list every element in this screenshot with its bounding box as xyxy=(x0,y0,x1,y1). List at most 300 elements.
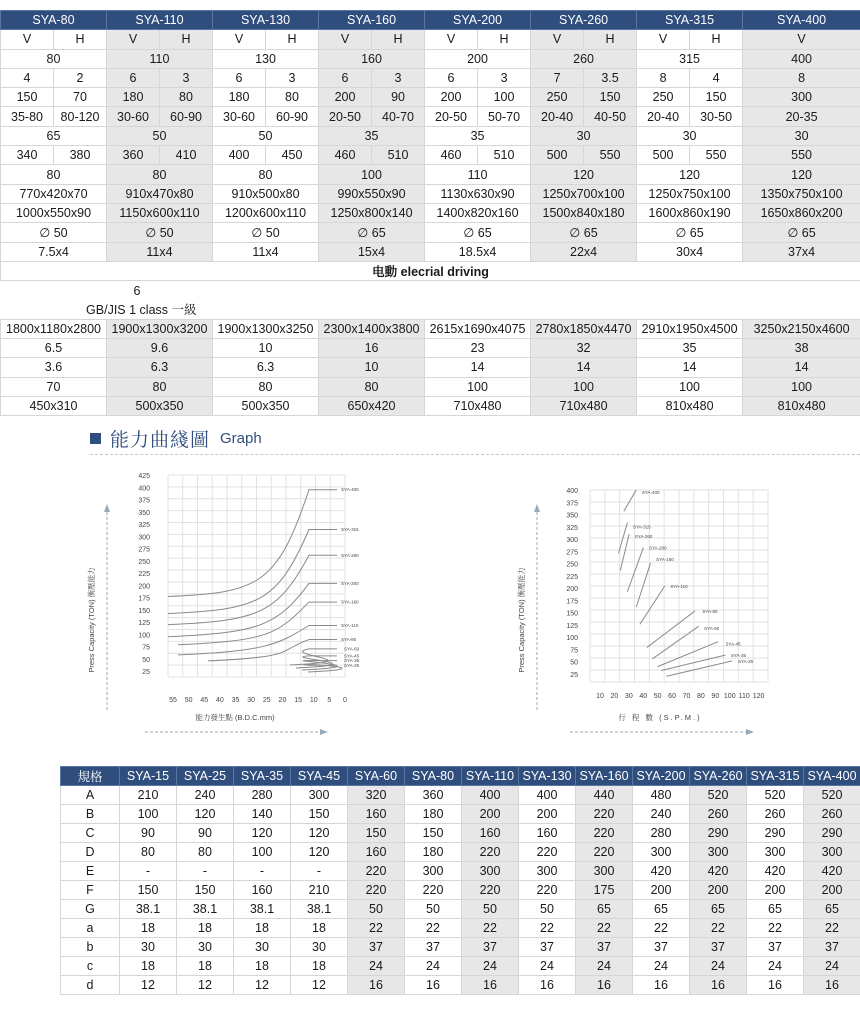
dim-cell: 150 xyxy=(348,824,405,843)
spec-cell: 100 xyxy=(637,377,743,396)
dim-cell: 220 xyxy=(462,843,519,862)
spec-cell: 8 xyxy=(637,68,690,87)
dim-key-cell: B xyxy=(61,805,120,824)
dim-cell: 37 xyxy=(405,938,462,957)
y-tick-label: 350 xyxy=(566,512,578,520)
capacity-curve xyxy=(303,664,342,672)
spec-row-spm xyxy=(1,107,860,126)
dim-cell: 37 xyxy=(747,938,804,957)
spec-row-vh xyxy=(1,30,860,49)
spec-cell: 65 xyxy=(1,126,107,145)
spec-cell: 90 xyxy=(372,88,425,107)
series-label: SYA-400 xyxy=(641,489,660,495)
y-tick-label: 25 xyxy=(142,669,150,676)
spec-cell: 80 xyxy=(266,88,319,107)
spec-cell: 80 xyxy=(319,377,425,396)
spec-cell: 23 xyxy=(425,339,531,358)
dim-cell: 65 xyxy=(747,900,804,919)
spec-cell: 30-50 xyxy=(690,107,743,126)
spec-cell: 2 xyxy=(54,68,107,87)
x-tick-label: 35 xyxy=(231,697,240,704)
dim-cell: 50 xyxy=(462,900,519,919)
dim-cell: 300 xyxy=(804,843,860,862)
dim-cell: 18 xyxy=(291,957,348,976)
y-tick-label: 325 xyxy=(566,524,578,532)
x-tick-label: 10 xyxy=(309,697,318,704)
dim-cell: 220 xyxy=(519,881,576,900)
dim-cell: 150 xyxy=(177,881,234,900)
capacity-vs-bdc-chart xyxy=(80,470,390,740)
y-tick-label: 250 xyxy=(138,558,150,566)
y-tick-label: 50 xyxy=(570,659,578,667)
y-tick-label: 325 xyxy=(138,522,150,529)
spec-cell: 40-50 xyxy=(584,107,637,126)
y-tick-label: 275 xyxy=(138,546,150,554)
dim-cell: 200 xyxy=(519,805,576,824)
right-graph-y-label: Press Capacity (TON) 衝壓能力 xyxy=(517,567,526,673)
spec-cell: 40-70 xyxy=(372,107,425,126)
spec-cell: H xyxy=(372,30,425,49)
y-tick-label: 300 xyxy=(566,537,578,545)
spec-cell: 150 xyxy=(584,88,637,107)
y-tick-label: 350 xyxy=(138,509,150,517)
spec-row-die-height xyxy=(1,146,860,165)
dim-cell: 160 xyxy=(234,881,291,900)
model-header: SYA-400 xyxy=(804,767,860,786)
spec-cell: 1150x600x110 xyxy=(107,203,213,222)
spec-cell: 160 xyxy=(319,49,425,68)
table-row xyxy=(61,919,860,938)
spec-cell: 80 xyxy=(213,165,319,184)
dimension-table xyxy=(60,766,860,995)
dim-cell: 220 xyxy=(576,824,633,843)
graph-title-en: Graph xyxy=(220,430,262,447)
dimension-table-body xyxy=(61,786,860,995)
spec-cell: 380 xyxy=(54,146,107,165)
spec-cell: 100 xyxy=(478,88,531,107)
dim-cell: 300 xyxy=(405,862,462,881)
dim-cell: 200 xyxy=(690,881,747,900)
dim-cell: 220 xyxy=(576,805,633,824)
y-tick-label: 150 xyxy=(566,610,578,618)
x-tick-label: 20 xyxy=(278,697,287,704)
dim-cell: 210 xyxy=(120,786,177,805)
spec-cell: 30x4 xyxy=(637,242,743,261)
table-row xyxy=(61,843,860,862)
x-tick-label: 15 xyxy=(294,697,302,704)
dim-cell: 30 xyxy=(177,938,234,957)
series-label: SYA-80 xyxy=(341,637,357,643)
spec-cell: H xyxy=(690,30,743,49)
dim-cell: 65 xyxy=(804,900,860,919)
dim-cell: 22 xyxy=(519,919,576,938)
dim-cell: 16 xyxy=(348,976,405,995)
y-tick-label: 425 xyxy=(138,473,150,480)
series-label: SYA-25 xyxy=(344,662,360,668)
dim-cell: 12 xyxy=(234,976,291,995)
y-tick-label: 100 xyxy=(566,635,578,643)
dim-key-cell: G xyxy=(61,900,120,919)
spec-cell: ∅ 65 xyxy=(319,223,425,242)
dim-cell: 50 xyxy=(519,900,576,919)
dim-key-cell: a xyxy=(61,919,120,938)
x-tick-label: 120 xyxy=(752,693,765,700)
dim-cell: 280 xyxy=(234,786,291,805)
dim-cell: 400 xyxy=(462,786,519,805)
dim-cell: 37 xyxy=(690,938,747,957)
spec-row-weight-a xyxy=(1,339,860,358)
spec-cell: 110 xyxy=(107,49,213,68)
spec-cell: H xyxy=(54,30,107,49)
y-tick-label: 175 xyxy=(138,595,150,603)
spec-cell: 11x4 xyxy=(107,242,213,261)
dim-cell: 12 xyxy=(291,976,348,995)
dim-cell: 37 xyxy=(633,938,690,957)
spec-cell: 9.6 xyxy=(107,339,213,358)
capacity-vs-spm-chart xyxy=(510,470,810,740)
spec-cell: 460 xyxy=(425,146,478,165)
dim-cell: 22 xyxy=(690,919,747,938)
dim-cell: - xyxy=(234,862,291,881)
x-tick-label: 45 xyxy=(200,697,209,704)
spec-cell: 100 xyxy=(743,377,860,396)
spec-cell: 650x420 xyxy=(319,396,425,415)
spec-cell: 80 xyxy=(1,49,107,68)
y-tick-label: 125 xyxy=(138,620,150,627)
x-tick-label: 110 xyxy=(738,693,750,700)
x-tick-label: 70 xyxy=(682,693,691,700)
spec-cell: V xyxy=(213,30,266,49)
spec-cell: 4 xyxy=(690,68,743,87)
spec-row-die-cushion xyxy=(1,377,860,396)
right-graph-x-label: 行 程 數 (S.P.M.) xyxy=(618,713,702,722)
dim-cell: 16 xyxy=(690,976,747,995)
spec-cell: 70 xyxy=(1,377,107,396)
spec-cell: V xyxy=(319,30,372,49)
spec-cell: V xyxy=(425,30,478,49)
dim-cell: 18 xyxy=(177,919,234,938)
capacity-curve xyxy=(168,530,337,614)
spec-cell: 130 xyxy=(213,49,319,68)
spec-cell: 120 xyxy=(531,165,637,184)
spec-cell: 37x4 xyxy=(743,242,860,261)
dim-cell: 160 xyxy=(348,843,405,862)
spec-cell: 500 xyxy=(531,146,584,165)
model-header: SYA-110 xyxy=(107,11,213,30)
spec-cell: 400 xyxy=(213,146,266,165)
table-row xyxy=(61,805,860,824)
dim-cell: 18 xyxy=(120,919,177,938)
y-tick-label: 300 xyxy=(138,534,150,542)
dim-cell: 420 xyxy=(804,862,860,881)
spec-cell: 550 xyxy=(743,146,860,165)
dim-cell: 120 xyxy=(291,843,348,862)
spec-cell: 60-90 xyxy=(266,107,319,126)
spec-cell: 3.6 xyxy=(1,358,107,377)
spec-cell: 6.5 xyxy=(1,339,107,358)
x-tick-label: 20 xyxy=(610,693,619,700)
spec-cell: 1400x820x160 xyxy=(425,203,531,222)
spec-cell: 30-60 xyxy=(107,107,160,126)
spec-cell: H xyxy=(584,30,637,49)
spec-row-capacity xyxy=(1,49,860,68)
spec-cell: ∅ 65 xyxy=(637,223,743,242)
dim-cell: 30 xyxy=(120,938,177,957)
dim-cell: 520 xyxy=(747,786,804,805)
spec-cell: 50 xyxy=(213,126,319,145)
table-row xyxy=(61,786,860,805)
y-tick-label: 225 xyxy=(566,573,578,581)
dim-cell: 420 xyxy=(633,862,690,881)
spec-cell: 550 xyxy=(584,146,637,165)
spec-row-dimensions xyxy=(1,319,860,338)
spec-cell: 6.3 xyxy=(107,358,213,377)
spec-cell: 500x350 xyxy=(213,396,319,415)
spec-cell: H xyxy=(160,30,213,49)
table-row xyxy=(61,900,860,919)
spec-cell: 1000x550x90 xyxy=(1,203,107,222)
series-label: SYA-400 xyxy=(341,487,359,493)
dim-cell: 16 xyxy=(633,976,690,995)
y-tick-label: 275 xyxy=(566,549,578,557)
dim-cell: 37 xyxy=(348,938,405,957)
y-tick-label: 200 xyxy=(138,583,150,591)
dim-cell: 120 xyxy=(234,824,291,843)
spm-line xyxy=(620,534,629,570)
spec-cell: 30 xyxy=(531,126,637,145)
spec-cell: 1350x750x100 xyxy=(743,184,860,203)
model-header: SYA-110 xyxy=(462,767,519,786)
dim-cell: 90 xyxy=(177,824,234,843)
dim-cell: 200 xyxy=(804,881,860,900)
spec-row-weight-b xyxy=(1,358,860,377)
x-tick-label: 100 xyxy=(723,693,736,700)
dim-cell: 260 xyxy=(747,805,804,824)
spec-cell: 150 xyxy=(1,88,54,107)
dim-cell: 24 xyxy=(348,957,405,976)
spec-row-pressure xyxy=(1,281,860,300)
spec-row-rating-point xyxy=(1,68,860,87)
model-header: SYA-130 xyxy=(213,11,319,30)
dim-cell: 400 xyxy=(519,786,576,805)
series-label: SYA-200 xyxy=(341,580,359,586)
dim-cell: 220 xyxy=(405,881,462,900)
spec-cell: 6 xyxy=(319,68,372,87)
dim-cell: 150 xyxy=(405,824,462,843)
spec-cell: 3 xyxy=(160,68,213,87)
table-row xyxy=(61,824,860,843)
dim-cell: 100 xyxy=(120,805,177,824)
spec-cell: 990x550x90 xyxy=(319,184,425,203)
dim-cell: 22 xyxy=(348,919,405,938)
spec-cell: 80 xyxy=(1,165,107,184)
spec-cell: 1900x1300x3250 xyxy=(213,319,319,338)
dim-cell: 220 xyxy=(462,881,519,900)
dim-cell: 12 xyxy=(177,976,234,995)
spm-line xyxy=(661,655,725,670)
spec-cell: 14 xyxy=(531,358,637,377)
y-tick-label: 50 xyxy=(142,656,150,664)
dim-cell: 220 xyxy=(348,881,405,900)
dim-cell: 150 xyxy=(291,805,348,824)
spec-cell: 50 xyxy=(107,126,213,145)
x-tick-label: 5 xyxy=(327,697,332,704)
table-row xyxy=(61,957,860,976)
empty-cell xyxy=(213,281,860,300)
y-tick-label: 100 xyxy=(138,632,150,640)
arrow-up-icon xyxy=(534,504,540,512)
spec-cell: 32 xyxy=(531,339,637,358)
spec-cell: 770x420x70 xyxy=(1,184,107,203)
spec-cell: 100 xyxy=(319,165,425,184)
spec-cell: 200 xyxy=(319,88,372,107)
arrow-up-icon xyxy=(104,504,110,512)
y-tick-label: 75 xyxy=(570,647,578,655)
series-label: SYA-315 xyxy=(341,527,359,533)
spec-cell: 1600x860x190 xyxy=(637,203,743,222)
spec-cell: 30-60 xyxy=(213,107,266,126)
dim-cell: 16 xyxy=(519,976,576,995)
spec-cell: 3 xyxy=(266,68,319,87)
dim-cell: 22 xyxy=(747,919,804,938)
arrow-right-icon xyxy=(320,729,328,735)
dim-cell: 18 xyxy=(234,919,291,938)
y-tick-label: 250 xyxy=(566,561,578,569)
spec-cell: 1250x700x100 xyxy=(531,184,637,203)
spec-cell: ∅ 50 xyxy=(1,223,107,242)
dim-cell: 24 xyxy=(633,957,690,976)
dim-cell: 65 xyxy=(576,900,633,919)
dim-cell: 24 xyxy=(519,957,576,976)
left-graph-x-label: 能力發生點 (B.D.C.mm) xyxy=(195,713,275,722)
dimension-table-header xyxy=(61,767,860,786)
spec-cell: 16 xyxy=(319,339,425,358)
model-header: SYA-160 xyxy=(319,11,425,30)
spec-cell: 315 xyxy=(637,49,743,68)
dim-cell: 18 xyxy=(234,957,291,976)
dim-cell: 38.1 xyxy=(120,900,177,919)
spec-cell: 810x480 xyxy=(637,396,743,415)
spec-cell: 1650x860x200 xyxy=(743,203,860,222)
drive-cell: 电動 elecrial driving xyxy=(1,261,860,280)
arrow-right-icon xyxy=(746,729,754,735)
spec-cell: 2780x1850x4470 xyxy=(531,319,637,338)
model-header: SYA-35 xyxy=(234,767,291,786)
dim-cell: 38.1 xyxy=(234,900,291,919)
dim-cell: 240 xyxy=(633,805,690,824)
dim-key-cell: c xyxy=(61,957,120,976)
dim-cell: 220 xyxy=(348,862,405,881)
spec-cell: 1200x600x110 xyxy=(213,203,319,222)
x-tick-label: 25 xyxy=(262,697,271,704)
model-header: SYA-80 xyxy=(1,11,107,30)
dim-cell: 37 xyxy=(804,938,860,957)
dim-cell: 160 xyxy=(348,805,405,824)
dim-cell: 360 xyxy=(405,786,462,805)
dim-cell: 100 xyxy=(234,843,291,862)
spec-cell: 450x310 xyxy=(1,396,107,415)
spec-cell: 340 xyxy=(1,146,54,165)
dim-cell: 160 xyxy=(519,824,576,843)
dim-cell: 30 xyxy=(234,938,291,957)
spec-row-motor xyxy=(1,242,860,261)
spec-cell: V xyxy=(637,30,690,49)
spec-row-spm-single xyxy=(1,126,860,145)
dim-cell: 320 xyxy=(348,786,405,805)
series-label: SYA-80 xyxy=(702,608,718,614)
dim-cell: 24 xyxy=(462,957,519,976)
dim-cell: 260 xyxy=(804,805,860,824)
dim-cell: 300 xyxy=(291,786,348,805)
dim-cell: 120 xyxy=(291,824,348,843)
model-header: SYA-200 xyxy=(633,767,690,786)
dim-cell: 160 xyxy=(462,824,519,843)
y-tick-label: 225 xyxy=(138,571,150,578)
dim-cell: 24 xyxy=(804,957,860,976)
x-tick-label: 80 xyxy=(697,693,705,700)
dim-cell: 290 xyxy=(747,824,804,843)
table-row xyxy=(61,862,860,881)
spec-cell: 1250x800x140 xyxy=(319,203,425,222)
empty-cell xyxy=(213,300,860,319)
spec-cell: 260 xyxy=(531,49,637,68)
dim-key-cell: A xyxy=(61,786,120,805)
y-tick-label: 125 xyxy=(566,622,578,630)
spec-cell: 120 xyxy=(743,165,860,184)
spec-cell: 35-80 xyxy=(1,107,54,126)
spec-cell: 1250x750x100 xyxy=(637,184,743,203)
dim-cell: 80 xyxy=(120,843,177,862)
series-label: SYA-315 xyxy=(632,524,651,530)
spec-cell: 20-50 xyxy=(319,107,372,126)
y-tick-label: 400 xyxy=(138,485,150,493)
capacity-curve xyxy=(168,555,337,624)
spec-cell: 250 xyxy=(637,88,690,107)
x-tick-label: 90 xyxy=(711,693,720,700)
spec-row-cushion-area xyxy=(1,396,860,415)
dim-key-cell: F xyxy=(61,881,120,900)
dim-cell: 290 xyxy=(690,824,747,843)
spec-cell: 2615x1690x4075 xyxy=(425,319,531,338)
dim-cell: 50 xyxy=(405,900,462,919)
spec-cell: 110 xyxy=(425,165,531,184)
model-header: SYA-400 xyxy=(743,11,860,30)
x-tick-label: 30 xyxy=(624,693,633,700)
spec-cell: 14 xyxy=(425,358,531,377)
y-tick-label: 150 xyxy=(138,607,150,615)
spec-cell: 35 xyxy=(425,126,531,145)
dim-key-cell: b xyxy=(61,938,120,957)
spec-cell: 35 xyxy=(637,339,743,358)
spec-cell: 50-70 xyxy=(478,107,531,126)
series-label: SYA-160 xyxy=(341,599,359,605)
series-label: SYA-260 xyxy=(634,534,653,540)
x-tick-label: 40 xyxy=(639,693,648,700)
spec-cell: 18.5x4 xyxy=(425,242,531,261)
spm-line xyxy=(636,563,650,607)
graph-section-title xyxy=(90,425,262,452)
dim-key-cell: C xyxy=(61,824,120,843)
x-tick-label: 50 xyxy=(653,693,662,700)
x-tick-label: 55 xyxy=(169,697,177,704)
spec-row-slide-area xyxy=(1,184,860,203)
spec-cell: 100 xyxy=(425,377,531,396)
spec-cell: 510 xyxy=(372,146,425,165)
spec-cell: 14 xyxy=(637,358,743,377)
model-header: SYA-60 xyxy=(348,767,405,786)
spec-row-slide-adj xyxy=(1,165,860,184)
dim-cell: 420 xyxy=(747,862,804,881)
